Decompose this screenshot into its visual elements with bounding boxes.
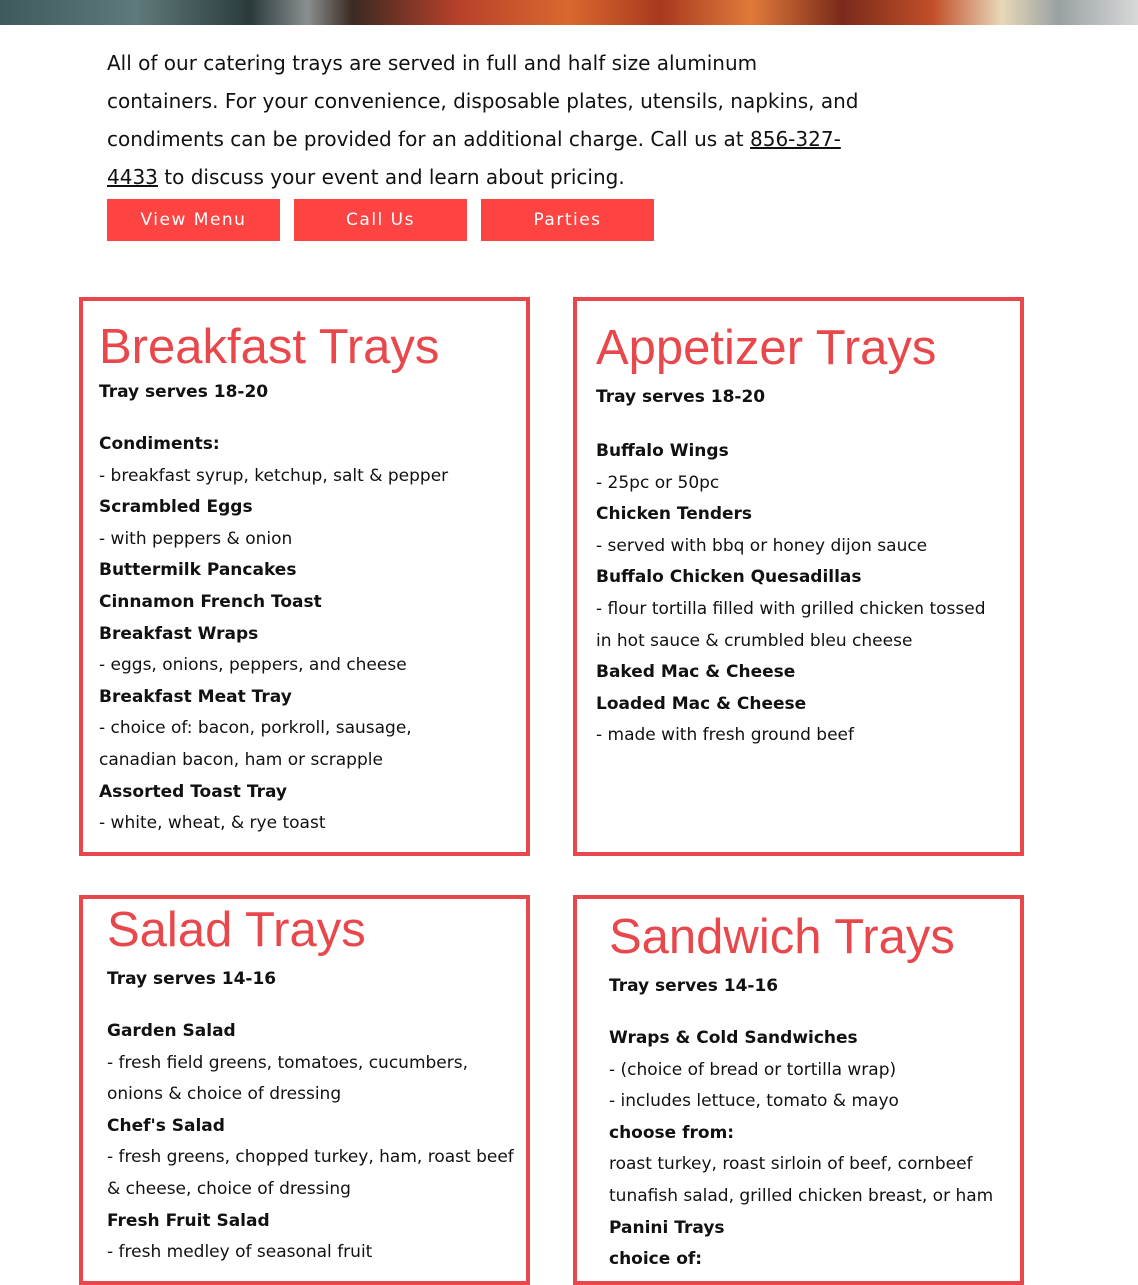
breakfast-items-list [99,429,526,840]
tray-item-heading: Baked Mac & Cheese [596,662,796,683]
catering-intro-text [107,44,867,196]
tray-item-detail: - with peppers & onion [99,528,293,549]
breakfast-trays-title: Breakfast Trays [99,320,440,374]
tray-item-detail: & cheese, choice of dressing [107,1178,351,1199]
intro-text-after: to discuss your event and learn about pricing. [157,165,625,189]
tray-item-detail: - (choice of bread or tortilla wrap) [609,1059,897,1080]
tray-item-detail: canadian bacon, ham or scrapple [99,749,383,770]
tray-item-heading: Breakfast Meat Tray [99,686,292,707]
tray-item-heading: Condiments: [99,434,220,454]
tray-item-detail: - eggs, onions, peppers, and cheese [99,655,407,676]
tray-item-heading: Chef's Salad [107,1115,225,1136]
intro-text-before: All of our catering trays are served in full and half size aluminum containers. For your convenience, disposable plates, utensils, napkins, and condiments can be provided for an additional charge. Call us at [107,51,859,151]
salad-serves-text: Tray serves 14-16 [107,969,277,989]
salad-trays-title: Salad Trays [107,903,366,957]
tray-item-detail: - served with bbq or honey dijon sauce [596,535,928,556]
tray-item-detail: roast turkey, roast sirloin of beef, cornbeef [609,1154,973,1175]
tray-item-detail: onions & choice of dressing [107,1084,342,1105]
breakfast-trays-card [79,297,530,856]
parties-button[interactable]: Parties [481,199,654,241]
tray-item-heading: Panini Trays [609,1217,725,1238]
tray-item-heading: Scrambled Eggs [99,497,253,518]
salad-items-list [107,1016,526,1269]
call-us-button[interactable]: Call Us [294,199,467,241]
appetizer-trays-card [573,297,1024,856]
tray-item-detail: tunafish salad, grilled chicken breast, or ham [609,1185,994,1206]
tray-item-heading: Garden Salad [107,1021,236,1041]
tray-item-detail: - made with fresh ground beef [596,725,854,746]
breakfast-serves-text: Tray serves 18-20 [99,382,269,402]
sandwich-serves-text: Tray serves 14-16 [609,976,779,996]
sandwich-trays-title: Sandwich Trays [609,910,955,964]
tray-item-detail: - choice of: bacon, porkroll, sausage, [99,718,412,739]
appetizer-trays-title: Appetizer Trays [596,321,937,375]
tray-item-heading: Cinnamon French Toast [99,591,322,612]
tray-item-heading: Chicken Tenders [596,504,753,525]
tray-item-heading: choice of: [609,1249,703,1270]
tray-item-detail: - breakfast syrup, ketchup, salt & pepper [99,465,449,486]
tray-item-heading: choose from: [609,1122,735,1143]
tray-item-detail: - includes lettuce, tomato & mayo [609,1091,899,1112]
phone-link[interactable]: 856-327-4433 [107,127,841,189]
sandwich-items-list [609,1023,1020,1276]
tray-item-detail: - white, wheat, & rye toast [99,813,326,834]
view-menu-button[interactable]: View Menu [107,199,280,241]
tray-item-heading: Buffalo Chicken Quesadillas [596,567,862,588]
tray-item-detail: - fresh greens, chopped turkey, ham, roast beef [107,1147,514,1168]
tray-item-heading: Fresh Fruit Salad [107,1210,270,1231]
tray-item-heading: Breakfast Wraps [99,623,259,644]
tray-item-detail: - fresh medley of seasonal fruit [107,1242,373,1263]
hero-food-image [0,0,1138,25]
tray-item-heading: Buttermilk Pancakes [99,560,297,581]
tray-item-detail: - fresh field greens, tomatoes, cucumbers, [107,1052,469,1073]
tray-item-detail: - 25pc or 50pc [596,472,720,493]
tray-item-detail: in hot sauce & crumbled bleu cheese [596,630,913,651]
tray-item-heading: Loaded Mac & Cheese [596,693,807,714]
tray-item-heading: Assorted Toast Tray [99,781,287,802]
appetizer-items-list [596,436,1020,752]
appetizer-serves-text: Tray serves 18-20 [596,387,766,407]
tray-item-heading: Buffalo Wings [596,441,729,461]
tray-item-heading: Wraps & Cold Sandwiches [609,1028,858,1048]
salad-trays-card [79,895,530,1285]
tray-item-detail: - flour tortilla filled with grilled chicken tossed [596,598,986,619]
sandwich-trays-card [573,895,1024,1285]
